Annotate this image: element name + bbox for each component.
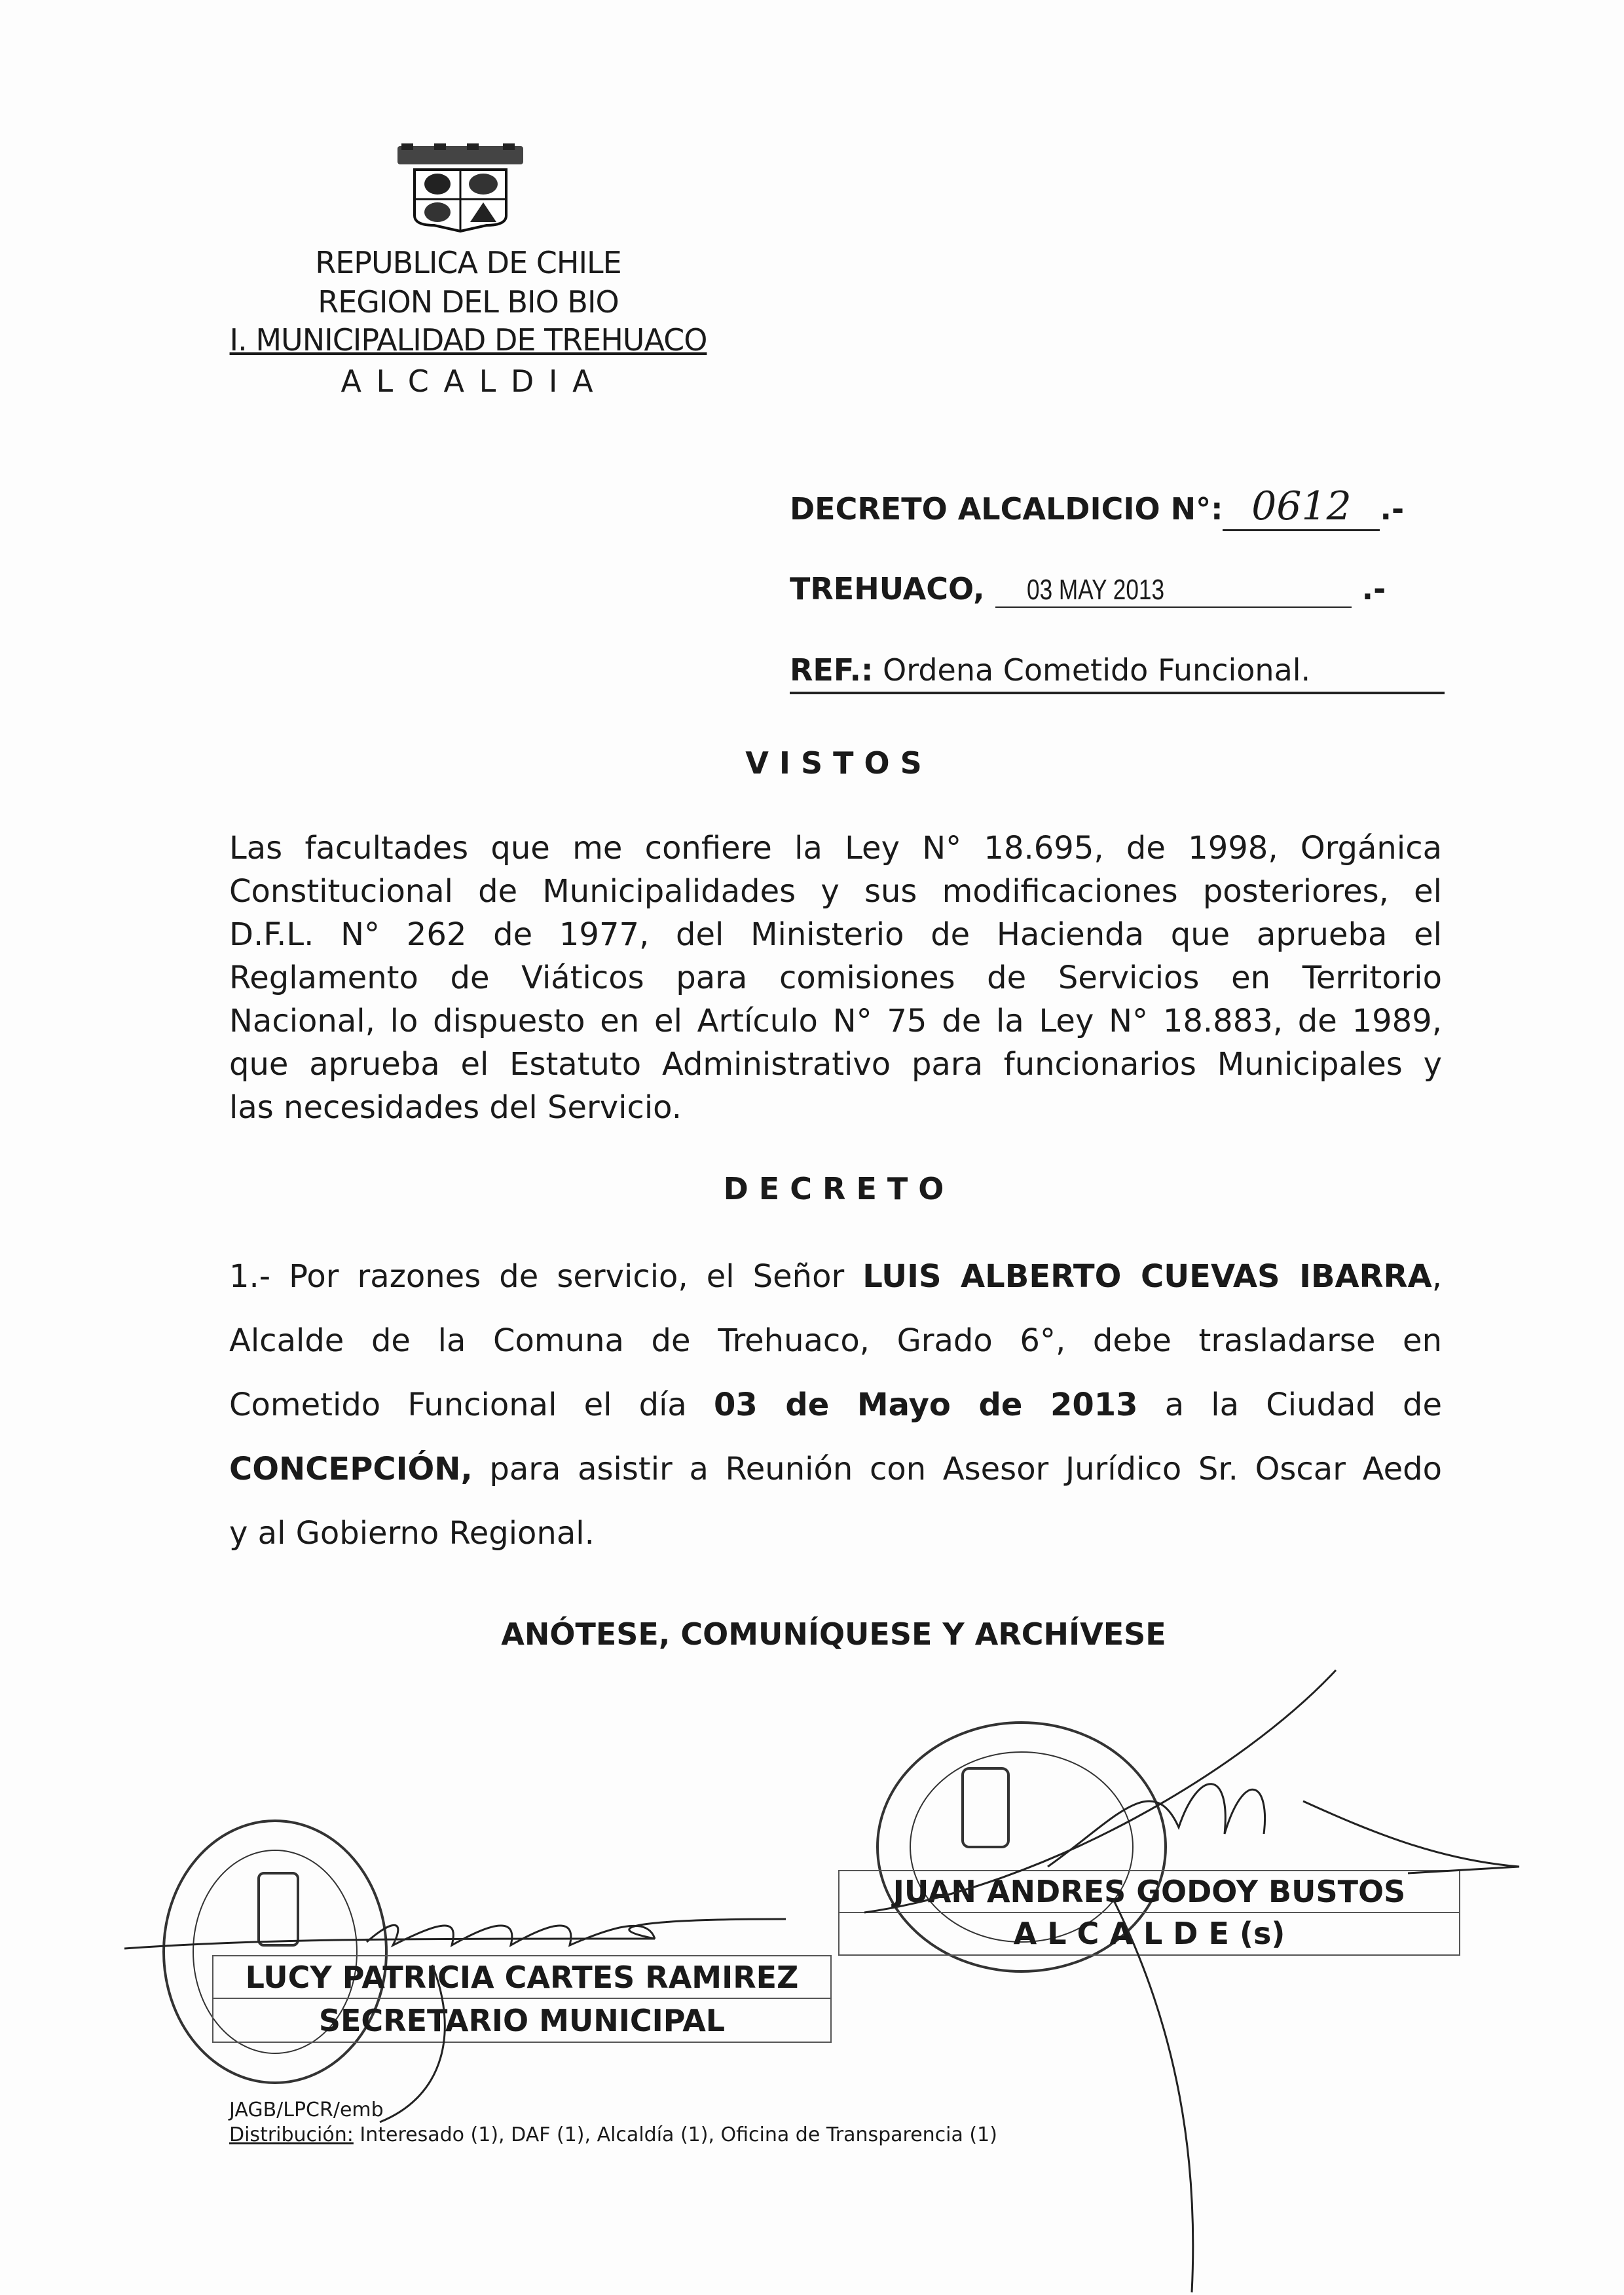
ref-value: Ordena Cometido Funcional. — [883, 652, 1311, 688]
drafter-initials: JAGB/LPCR/emb — [229, 2099, 384, 2121]
date-stamp: 03 MAY 2013 — [995, 574, 1352, 608]
vistos-line: las necesidades del Servicio. — [229, 1089, 682, 1126]
vistos-line: D.F.L. N° 262 de 1977, del Ministerio de Hacienda que aprueba el — [229, 916, 1442, 953]
distribution-value: Interesado (1), DAF (1), Alcaldía (1), Oficina de Transparencia (1) — [353, 2123, 997, 2146]
secretary-name: LUCY PATRICIA CARTES RAMIREZ — [213, 1956, 830, 1999]
article-line: y al Gobierno Regional. — [229, 1515, 595, 1552]
secretary-signature-block — [212, 1955, 832, 2043]
vistos-line: que aprueba el Estatuto Administrativo para funcionarios Municipales y — [229, 1046, 1442, 1083]
destination-city: CONCEPCIÓN, — [229, 1451, 473, 1487]
article-text: Cometido Funcional el día — [229, 1387, 714, 1423]
decree-number-value: 0612 — [1223, 483, 1380, 531]
closing-formula: ANÓTESE, COMUNÍQUESE Y ARCHÍVESE — [501, 1616, 1166, 1652]
vistos-line: Constitucional de Municipalidades y sus modificaciones posteriores, el — [229, 873, 1442, 910]
letterhead-country: REPUBLICA DE CHILE — [315, 245, 621, 280]
decree-place-date-row: TREHUACO, 03 MAY 2013 .- — [790, 571, 1386, 606]
municipal-coat-of-arms-icon — [395, 143, 526, 233]
vistos-heading: V I S T O S — [745, 745, 922, 781]
mayor-name: JUAN ANDRES GODOY BUSTOS — [840, 1871, 1459, 1913]
mayor-title: A L C A L D E (s) — [1013, 1916, 1285, 1952]
mayor-signature-icon — [864, 1670, 1519, 2292]
letterhead-office: A L C A L D I A — [341, 364, 596, 399]
vistos-line: Nacional, lo dispuesto en el Artículo N° 75 de la Ley N° 18.883, de 1989, — [229, 1003, 1442, 1039]
secretary-stamp-icon — [164, 1821, 386, 2083]
ref-label: REF.: — [790, 652, 874, 688]
letterhead-region: REGION DEL BIO BIO — [318, 284, 619, 320]
article-text: , — [1431, 1258, 1443, 1295]
vistos-paragraph — [229, 827, 1442, 1129]
article-line: Alcalde de la Comuna de Trehuaco, Grado 6°, debe trasladarse en — [229, 1322, 1442, 1359]
travel-date: 03 de Mayo de 2013 — [713, 1387, 1138, 1423]
decree-number-label: DECRETO ALCALDICIO N°: — [790, 491, 1223, 527]
secretary-title: SECRETARIO MUNICIPAL — [318, 2002, 726, 2038]
decree-number-row: DECRETO ALCALDICIO N°: 0612 .- — [790, 483, 1404, 531]
article-line — [229, 1437, 1442, 1501]
article-text: 1.- Por razones de servicio, el Señor — [229, 1258, 863, 1295]
vistos-line: Las facultades que me confiere la Ley N° 18.695, de 1998, Orgánica — [229, 830, 1442, 867]
article-text: a la Ciudad de — [1137, 1387, 1442, 1423]
decreto-article-1 — [229, 1244, 1442, 1565]
official-name: LUIS ALBERTO CUEVAS IBARRA — [862, 1258, 1432, 1295]
decreto-heading: D E C R E T O — [723, 1171, 944, 1206]
article-line — [229, 1373, 1442, 1437]
article-text: para asistir a Reunión con Asesor Jurídico Sr. Oscar Aedo — [472, 1451, 1442, 1487]
mayor-signature-block — [838, 1870, 1460, 1956]
distribution-list — [229, 2123, 997, 2146]
distribution-label: Distribución: — [229, 2123, 354, 2146]
article-line — [229, 1244, 1442, 1309]
place-label: TREHUACO, — [790, 571, 985, 606]
letterhead-municipality: I. MUNICIPALIDAD DE TREHUACO — [229, 322, 707, 358]
vistos-line: Reglamento de Viáticos para comisiones de Servicios en Territorio — [229, 960, 1442, 996]
decree-reference-row — [790, 652, 1445, 694]
